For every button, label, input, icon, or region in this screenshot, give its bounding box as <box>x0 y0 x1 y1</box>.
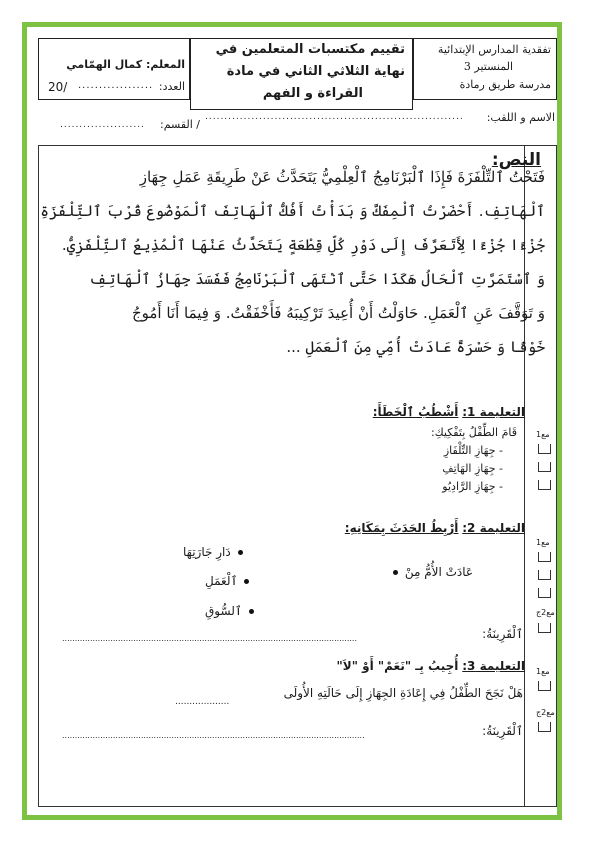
passage-line-2: ٱلْهَاتِفِ. أَحْضَرْتُ ٱلْمِفَكَّ وَ بَدَأْتُ أَفُكُّ ٱلْهَاتِفَ ٱلْمَوْضُوعَ قُرْبَ ٱلتِّلْفَزَةِ <box>40 202 545 220</box>
passage-line-3: جُزْءًا جُزْءًا لِأَتَعَرَّفَ إِلَى دَوْرِ كُلِّ قِطْعَةٍ يَتَحَدَّثُ عَنْهَا ٱلْمُذِيعُ ٱلتِّلْفَزِيُّ. <box>61 236 545 254</box>
passage-line-4: وَ ٱسْتَمَرَّتِ ٱلْحَالُ هَكَذَا حَتَّى ٱنْتَهَى ٱلْبَرْنَامِجُ فَفَسَدَ جِهَازُ ٱلْهَاتِفِ <box>89 270 545 288</box>
margin-mark-1-box-2[interactable] <box>538 462 551 472</box>
task3-instruction: أُجِيبُ بِـ "نَعَمْ" أَوْ "لاَ" <box>336 659 459 673</box>
task2-right-item-2[interactable] <box>205 574 252 588</box>
task2-right-item-2-text: ٱلْعَمَلِ <box>205 574 238 588</box>
task1-heading-number: التعليمة 1: <box>462 405 525 419</box>
margin-mark-3-label: مع2ج <box>536 608 555 617</box>
margin-mark-2-box-2[interactable] <box>538 570 551 580</box>
task2-left-item[interactable] <box>390 565 473 579</box>
task3-evidence-label: ٱلْقَرِينَةُ: <box>482 724 523 738</box>
task1-option-1[interactable] <box>444 444 503 457</box>
class-label: / القسم: <box>160 118 201 131</box>
task3-heading-number: التعليمة 3: <box>462 659 525 673</box>
score-label: العدد: <box>158 80 185 93</box>
dash: - <box>499 480 503 493</box>
task2-heading-number: التعليمة 2: <box>462 521 525 535</box>
task1-option-3-text: جِهَازِ الرَّادِيُو <box>442 480 496 493</box>
passage-line-6: خَوْفًا وَ حَسْرَةً عَادَتْ أُمِّي مِنَ ٱلْعَمَلِ ... <box>286 338 545 356</box>
task1-option-2-text: جِهَازِ الهَاتِفِ <box>442 462 496 475</box>
task3-answer-dots[interactable]: ................... <box>175 697 230 707</box>
name-dots[interactable]: ................................................................... <box>205 112 464 122</box>
margin-mark-2-label: مع1 <box>536 538 550 547</box>
task1-option-1-text: جِهَازِ التِّلْفَازِ <box>443 444 496 457</box>
task1-instruction: أَشْطُبُ ٱلْخَطَأَ: <box>372 405 459 419</box>
bullet-icon <box>238 550 243 555</box>
school-line-1: تفقدية المدارس الإبتدائية <box>437 43 551 56</box>
margin-mark-4-label: مع1 <box>536 667 550 676</box>
passage-line-5: وَ تَوَقَّفَ عَنِ ٱلْعَمَلِ. حَاوَلْتُ أَنْ أُعِيدَ تَرْكِيبَهُ فَأَخْفَقْتُ. وَ فِيمَا أَنَا أَمُوجُ <box>131 304 545 322</box>
task3-evidence-dots[interactable]: ....................................................................................................................... <box>62 731 365 740</box>
dash: - <box>499 444 503 457</box>
task1-heading <box>373 405 525 419</box>
school-line-3: مدرسة طريق رمادة <box>459 78 551 91</box>
task2-evidence-dots[interactable]: .................................................................................................................... <box>62 634 357 643</box>
margin-mark-2-box[interactable] <box>538 552 551 562</box>
margin-mark-3-box[interactable] <box>538 623 551 633</box>
title-line-3: القراءة و الفهم <box>262 86 363 101</box>
task3-heading <box>337 659 525 673</box>
passage-line-1: فَتَحْتُ ٱلتِّلْفَزَةَ فَإِذَا ٱلْبَرْنَامِجُ ٱلْعِلْمِيُّ يَتَحَدَّثُ عَنْ طَرِيقَةِ عَمَلِ جِهَازِ <box>139 168 545 186</box>
score-dots: .................. <box>78 80 154 91</box>
task2-right-item-1[interactable] <box>183 545 246 559</box>
title-line-2: نهاية الثلاثي الثاني في مادة <box>226 64 405 79</box>
score-total: 20/ <box>48 80 68 94</box>
margin-mark-1-label: مع1 <box>536 430 550 439</box>
class-dots[interactable]: ...................... <box>60 120 145 130</box>
bullet-icon <box>244 579 249 584</box>
task2-instruction: أَرْبِطُ الحَدَثَ بِمَكَانِهِ: <box>344 521 459 535</box>
margin-mark-5-label: مع2ج <box>536 708 555 717</box>
margin-mark-2-box-3[interactable] <box>538 588 551 598</box>
margin-mark-5-box[interactable] <box>538 722 551 732</box>
school-line-2: المنستير 3 <box>463 60 513 73</box>
task2-heading <box>345 521 525 535</box>
task2-right-item-1-text: دَارِ جَارَتِهَا <box>183 545 231 559</box>
task1-option-2[interactable] <box>442 462 503 475</box>
task2-right-item-3-text: ٱلسُّوقِ <box>205 604 242 618</box>
text-title: النص: <box>491 150 541 170</box>
name-label: الاسم و اللقب: <box>486 111 555 124</box>
task2-right-item-3[interactable] <box>205 604 257 618</box>
task3-question: هَلْ نَجَحَ الطِّفْلُ فِي إِعَادَةِ الجِهَازِ إِلَى حَالَتِهِ الأُولَى <box>283 686 523 700</box>
title-line-1: تقييم مكتسبات المتعلمين في <box>215 42 405 57</box>
margin-mark-1-box-3[interactable] <box>538 480 551 490</box>
margin-mark-1-box[interactable] <box>538 444 551 454</box>
margin-mark-4-box[interactable] <box>538 681 551 691</box>
teacher-label: المعلم: كمال الهمّامي <box>66 58 185 71</box>
task1-option-3[interactable] <box>442 480 503 493</box>
task2-evidence-label: ٱلْقَرِينَةُ: <box>482 627 523 641</box>
bullet-icon <box>393 570 398 575</box>
dash: - <box>499 462 503 475</box>
task1-stem: قَامَ الطِّفْلُ بِتَفْكِيكِ: <box>430 426 517 439</box>
bullet-icon <box>249 609 254 614</box>
task2-left-item-text: عَادَتْ الأُمُّ مِنْ <box>404 565 474 579</box>
passage <box>40 168 545 383</box>
